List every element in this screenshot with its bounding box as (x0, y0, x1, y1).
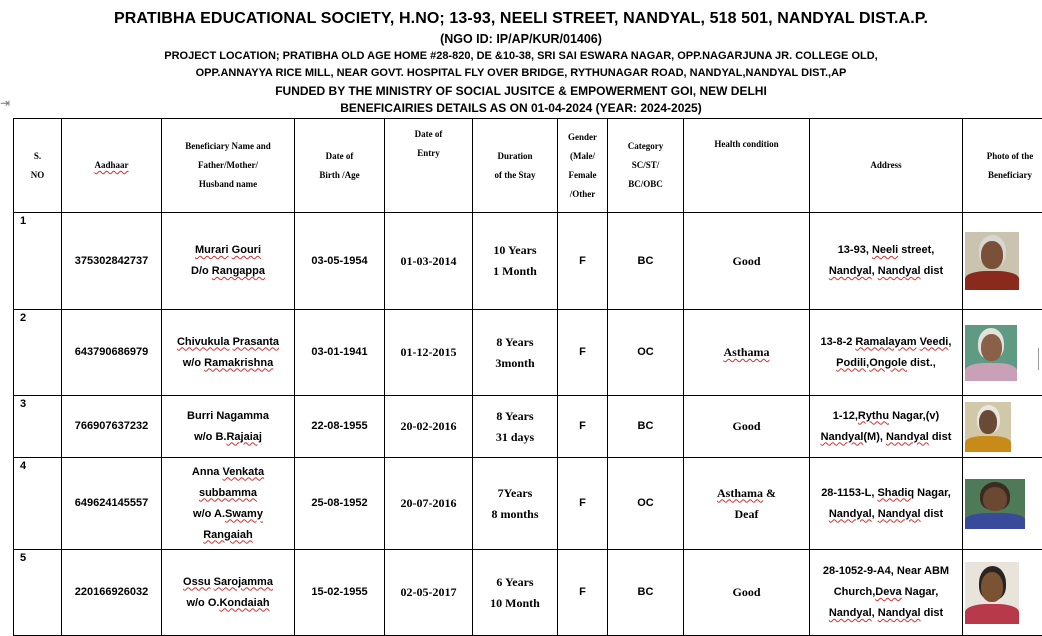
cell-address: 13-93, Neeli street, Nandyal, Nandyal dist (810, 213, 963, 310)
funding-line: FUNDED BY THE MINISTRY OF SOCIAL JUSITCE & EMPOWERMENT GOI, NEW DELHI (0, 84, 1042, 98)
cell-aadhaar: 220166926032 (62, 550, 162, 636)
cell-health: Good (684, 213, 810, 310)
indent-marker-icon: ⇥ (0, 96, 12, 110)
table-row (14, 396, 1042, 458)
cell-aadhaar: 643790686979 (62, 310, 162, 396)
table-row (14, 458, 1042, 550)
beneficiary-photo (965, 402, 1011, 452)
cell-photo (963, 213, 1042, 310)
beneficiary-photo (965, 232, 1019, 290)
cell-category: BC (608, 213, 684, 310)
cell-sno: 1 (14, 213, 62, 310)
cell-entry: 02-05-2017 (385, 550, 473, 636)
cell-dob: 25-08-1952 (295, 458, 385, 550)
cell-gender: F (558, 458, 608, 550)
cell-aadhaar: 375302842737 (62, 213, 162, 310)
cell-gender: F (558, 310, 608, 396)
cell-photo (963, 550, 1042, 636)
table-row (14, 550, 1042, 636)
cell-name: Chivukula Prasanta w/o Ramakrishna (162, 310, 295, 396)
cell-entry: 01-12-2015 (385, 310, 473, 396)
cell-health: Good (684, 396, 810, 458)
cell-address: 28-1052-9-A4, Near ABM Church,Deva Nagar, Nandyal, Nandyal dist (810, 550, 963, 636)
cell-dob: 03-01-1941 (295, 310, 385, 396)
cell-entry: 20-02-2016 (385, 396, 473, 458)
project-location-line2: OPP.ANNAYYA RICE MILL, NEAR GOVT. HOSPITAL FLY OVER BRIDGE, RYTHUNAGAR ROAD, NANDYAL,NANDYAL DIST.,AP (0, 67, 1042, 79)
cell-photo (963, 458, 1042, 550)
col-dob: Date of Birth /Age (295, 119, 385, 213)
cell-category: OC (608, 458, 684, 550)
cell-category: OC (608, 310, 684, 396)
cell-sno: 3 (14, 396, 62, 458)
cell-photo (963, 310, 1042, 396)
cell-dob: 03-05-1954 (295, 213, 385, 310)
cell-name: Anna Venkata subbamma w/o A.Swamy Rangaiah (162, 458, 295, 550)
cell-category: BC (608, 550, 684, 636)
cell-gender: F (558, 550, 608, 636)
cell-address: 1-12,Rythu Nagar,(v) Nandyal(M), Nandyal dist (810, 396, 963, 458)
beneficiaries-table (13, 118, 1042, 636)
col-duration: Duration of the Stay (473, 119, 558, 213)
project-location-line1: PROJECT LOCATION; PRATIBHA OLD AGE HOME #28-820, DE &10-38, SRI SAI ESWARA NAGAR, OPP.NAGARJUNA JR. COLLEGE OLD, (0, 50, 1042, 62)
cell-duration: 6 Years 10 Month (473, 550, 558, 636)
beneficiary-photo (965, 479, 1025, 529)
cell-name: Ossu Sarojamma w/o O.Kondaiah (162, 550, 295, 636)
cell-address: 28-1153-L, Shadiq Nagar, Nandyal, Nandyal dist (810, 458, 963, 550)
cell-health: Good (684, 550, 810, 636)
cell-duration: 8 Years 3month (473, 310, 558, 396)
col-health: Health condition (684, 119, 810, 213)
col-photo: Photo of the Beneficiary (963, 119, 1042, 213)
beneficiary-photo (965, 325, 1017, 381)
cell-sno: 4 (14, 458, 62, 550)
cell-name: Murari Gouri D/o Rangappa (162, 213, 295, 310)
col-category: Category SC/ST/ BC/OBC (608, 119, 684, 213)
beneficiary-photo (965, 562, 1019, 624)
society-title: PRATIBHA EDUCATIONAL SOCIETY, H.NO; 13-93, NEELI STREET, NANDYAL, 518 501, NANDYAL DIST.A.P. (0, 10, 1042, 28)
cell-photo (963, 396, 1042, 458)
cell-health: Asthama (684, 310, 810, 396)
cell-duration: 8 Years 31 days (473, 396, 558, 458)
header-row (14, 119, 1042, 213)
col-sno: S. NO (14, 119, 62, 213)
cell-health: Asthama & Deaf (684, 458, 810, 550)
cell-aadhaar: 766907637232 (62, 396, 162, 458)
cell-entry: 20-07-2016 (385, 458, 473, 550)
cell-category: BC (608, 396, 684, 458)
cell-sno: 2 (14, 310, 62, 396)
cell-sno: 5 (14, 550, 62, 636)
ngo-id: (NGO ID: IP/AP/KUR/01406) (0, 32, 1042, 46)
table-row (14, 213, 1042, 310)
cell-aadhaar: 649624145557 (62, 458, 162, 550)
cell-entry: 01-03-2014 (385, 213, 473, 310)
table-row (14, 310, 1042, 396)
cell-dob: 15-02-1955 (295, 550, 385, 636)
cell-name: Burri Nagamma w/o B.Rajaiaj (162, 396, 295, 458)
col-name: Beneficiary Name and Father/Mother/ Husband name (162, 119, 295, 213)
col-address: Address (810, 119, 963, 213)
cell-duration: 7Years 8 months (473, 458, 558, 550)
cell-duration: 10 Years 1 Month (473, 213, 558, 310)
col-gender: Gender (Male/ Female /Other (558, 119, 608, 213)
cell-gender: F (558, 213, 608, 310)
cell-gender: F (558, 396, 608, 458)
beneficiaries-subtitle: BENEFICAIRIES DETAILS AS ON 01-04-2024 (YEAR: 2024-2025) (0, 101, 1042, 115)
cell-address: 13-8-2 Ramalayam Veedi, Podili,Ongole dist., (810, 310, 963, 396)
col-aadhaar: Aadhaar (62, 119, 162, 213)
col-entry: Date of Entry (385, 119, 473, 213)
cell-dob: 22-08-1955 (295, 396, 385, 458)
